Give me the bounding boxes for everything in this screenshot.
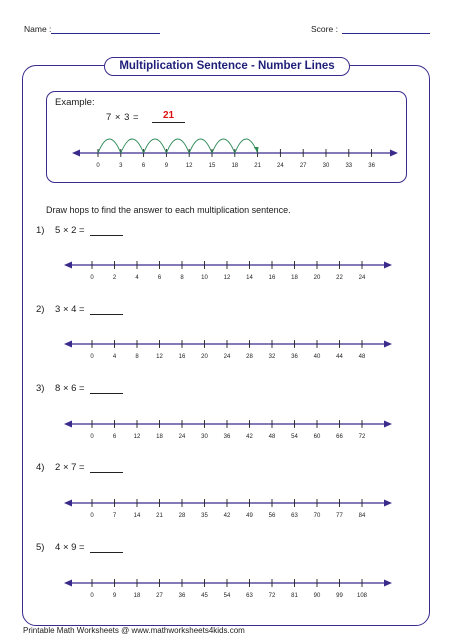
problem-number: 4) (36, 462, 45, 473)
problem-2-line-tick-label: 0 (90, 354, 94, 360)
example-label: Example: (55, 97, 95, 108)
problem-3-line-tick-label: 54 (291, 434, 298, 440)
problem-5-line-tick-label: 108 (356, 593, 368, 599)
problem-3-line-tick-label: 66 (336, 434, 343, 440)
problem-4-line-tick-label: 0 (90, 513, 94, 519)
problem-2-line-tick-label: 36 (291, 354, 298, 360)
problem-1-line-tick-label: 16 (268, 275, 276, 281)
example-line-tick-label: 0 (96, 163, 100, 169)
problem-1-line-left-arrow (64, 262, 72, 269)
example-equation: 7 × 3 = (106, 112, 140, 123)
example-line-tick-label: 21 (254, 163, 261, 169)
example-line-tick-label: 30 (322, 163, 330, 169)
problem-3-line-tick-label: 18 (156, 434, 163, 440)
problem-3-line-tick-label: 36 (223, 434, 231, 440)
problem-2-line-left-arrow (64, 341, 72, 348)
problem-1-line-tick-label: 8 (180, 275, 184, 281)
example-line-tick-label: 36 (368, 163, 375, 169)
problem-2-line-tick-label: 48 (358, 354, 366, 360)
problem-number: 1) (36, 225, 45, 236)
problem-4-line-tick-label: 14 (133, 513, 141, 519)
problem-1-line-tick-label: 24 (358, 275, 366, 281)
hop-arc (144, 139, 167, 153)
problem-1-line-tick-label: 14 (246, 275, 253, 281)
problem-1-line-tick-label: 0 (90, 275, 94, 281)
example-line-tick-label: 15 (208, 163, 216, 169)
problem-5-line-tick-label: 45 (201, 593, 208, 599)
problem-equation: 3 × 4 = (55, 304, 85, 315)
problem-4-line-tick-label: 63 (291, 513, 298, 519)
problem-equation: 5 × 2 = (55, 225, 85, 236)
problem-4-line-tick-label: 21 (156, 513, 163, 519)
example-line-tick-label: 9 (164, 163, 169, 169)
problem-1-line-right-arrow (384, 262, 392, 269)
problem-2-line-tick-label: 24 (223, 354, 231, 360)
score-label: Score : (311, 24, 338, 34)
problem-equation: 2 × 7 = (55, 462, 85, 473)
problem-5-line-right-arrow (384, 580, 392, 587)
problem-3-line-left-arrow (64, 421, 72, 428)
problem-5-line-tick-label: 27 (156, 593, 163, 599)
problem-5-line-tick-label: 18 (133, 593, 141, 599)
problem-3-line-tick-label: 0 (90, 434, 94, 440)
example-line-right-arrow (390, 150, 398, 157)
example-line-tick-label: 18 (231, 163, 239, 169)
hop-arc (166, 139, 189, 153)
problem-2-line-tick-label: 20 (201, 354, 208, 360)
problem-2-line-right-arrow (384, 341, 392, 348)
problem-4-line-tick-label: 7 (112, 513, 117, 519)
problem-2-line-tick-label: 12 (156, 354, 163, 360)
footer-text: Printable Math Worksheets @ www.mathworksheets4kids.com (23, 626, 245, 635)
problem-number: 2) (36, 304, 45, 315)
problem-5-line-tick-label: 81 (291, 593, 298, 599)
problem-5-line-tick-label: 90 (313, 593, 321, 599)
example-line-left-arrow (72, 150, 80, 157)
problem-3-line-tick-label: 6 (112, 434, 117, 440)
problem-1-line-tick-label: 12 (223, 275, 231, 281)
problem-5-line-tick-label: 63 (246, 593, 253, 599)
hop-arc (189, 139, 212, 153)
problem-2-line-tick-label: 16 (178, 354, 186, 360)
problem-4-line-tick-label: 84 (358, 513, 366, 519)
problem-4-line-left-arrow (64, 500, 72, 507)
problem-2-line-tick-label: 32 (268, 354, 276, 360)
problem-5-line-tick-label: 72 (268, 593, 276, 599)
problem-number: 5) (36, 542, 45, 553)
instruction-text: Draw hops to find the answer to each multiplication sentence. (46, 205, 291, 215)
problem-5-line-tick-label: 0 (90, 593, 94, 599)
problem-4-line-tick-label: 70 (313, 513, 321, 519)
example-line-tick-label: 3 (119, 163, 123, 169)
example-answer: 21 (152, 110, 185, 123)
problem-5-line-tick-label: 9 (112, 593, 117, 599)
problem-2-line-tick-label: 40 (313, 354, 321, 360)
problem-5-line-tick-label: 36 (178, 593, 186, 599)
problem-4-line-tick-label: 77 (336, 513, 343, 519)
problem-equation: 4 × 9 = (55, 542, 85, 553)
problem-4-line-tick-label: 49 (246, 513, 253, 519)
hop-arc (98, 139, 121, 153)
problem-2-line-tick-label: 44 (336, 354, 343, 360)
problem-3-line-tick-label: 72 (358, 434, 366, 440)
problem-3-line-tick-label: 42 (246, 434, 253, 440)
hop-arc (235, 139, 258, 153)
problem-4-line-tick-label: 28 (178, 513, 186, 519)
problem-3-line-tick-label: 48 (268, 434, 276, 440)
problem-4-line-tick-label: 42 (223, 513, 231, 519)
problem-4-line-right-arrow (384, 500, 392, 507)
problem-4-line-tick-label: 35 (201, 513, 208, 519)
problem-1-line-tick-label: 20 (313, 275, 321, 281)
problem-1-line-tick-label: 22 (336, 275, 343, 281)
example-line-tick-label: 24 (277, 163, 284, 169)
example-line-tick-label: 27 (299, 163, 307, 169)
problem-1-line-tick-label: 10 (201, 275, 208, 281)
problem-3-line-tick-label: 24 (178, 434, 186, 440)
problem-3-line-right-arrow (384, 421, 392, 428)
example-line-tick-label: 33 (345, 163, 353, 169)
problem-equation: 8 × 6 = (55, 383, 85, 394)
page-title: Multiplication Sentence - Number Lines (104, 57, 350, 76)
hop-arc (212, 139, 235, 153)
hop-arc (121, 139, 144, 153)
example-line-tick-label: 12 (185, 163, 193, 169)
name-label: Name : (24, 24, 52, 34)
problem-1-line-tick-label: 2 (112, 275, 117, 281)
problem-5-line-tick-label: 54 (223, 593, 231, 599)
problem-2-line-tick-label: 28 (246, 354, 253, 360)
problem-3-line-tick-label: 60 (313, 434, 321, 440)
problem-2-line-tick-label: 8 (135, 354, 139, 360)
problem-number: 3) (36, 383, 45, 394)
problem-1-line-tick-label: 4 (135, 275, 139, 281)
problem-5-line-tick-label: 99 (336, 593, 343, 599)
problem-3-line-tick-label: 30 (201, 434, 208, 440)
example-line-tick-label: 6 (141, 163, 146, 169)
problem-2-line-tick-label: 4 (112, 354, 117, 360)
problem-3-line-tick-label: 12 (133, 434, 141, 440)
problem-1-line-tick-label: 6 (157, 275, 162, 281)
problem-1-line-tick-label: 18 (291, 275, 298, 281)
problem-5-line-left-arrow (64, 580, 72, 587)
problem-4-line-tick-label: 56 (268, 513, 276, 519)
